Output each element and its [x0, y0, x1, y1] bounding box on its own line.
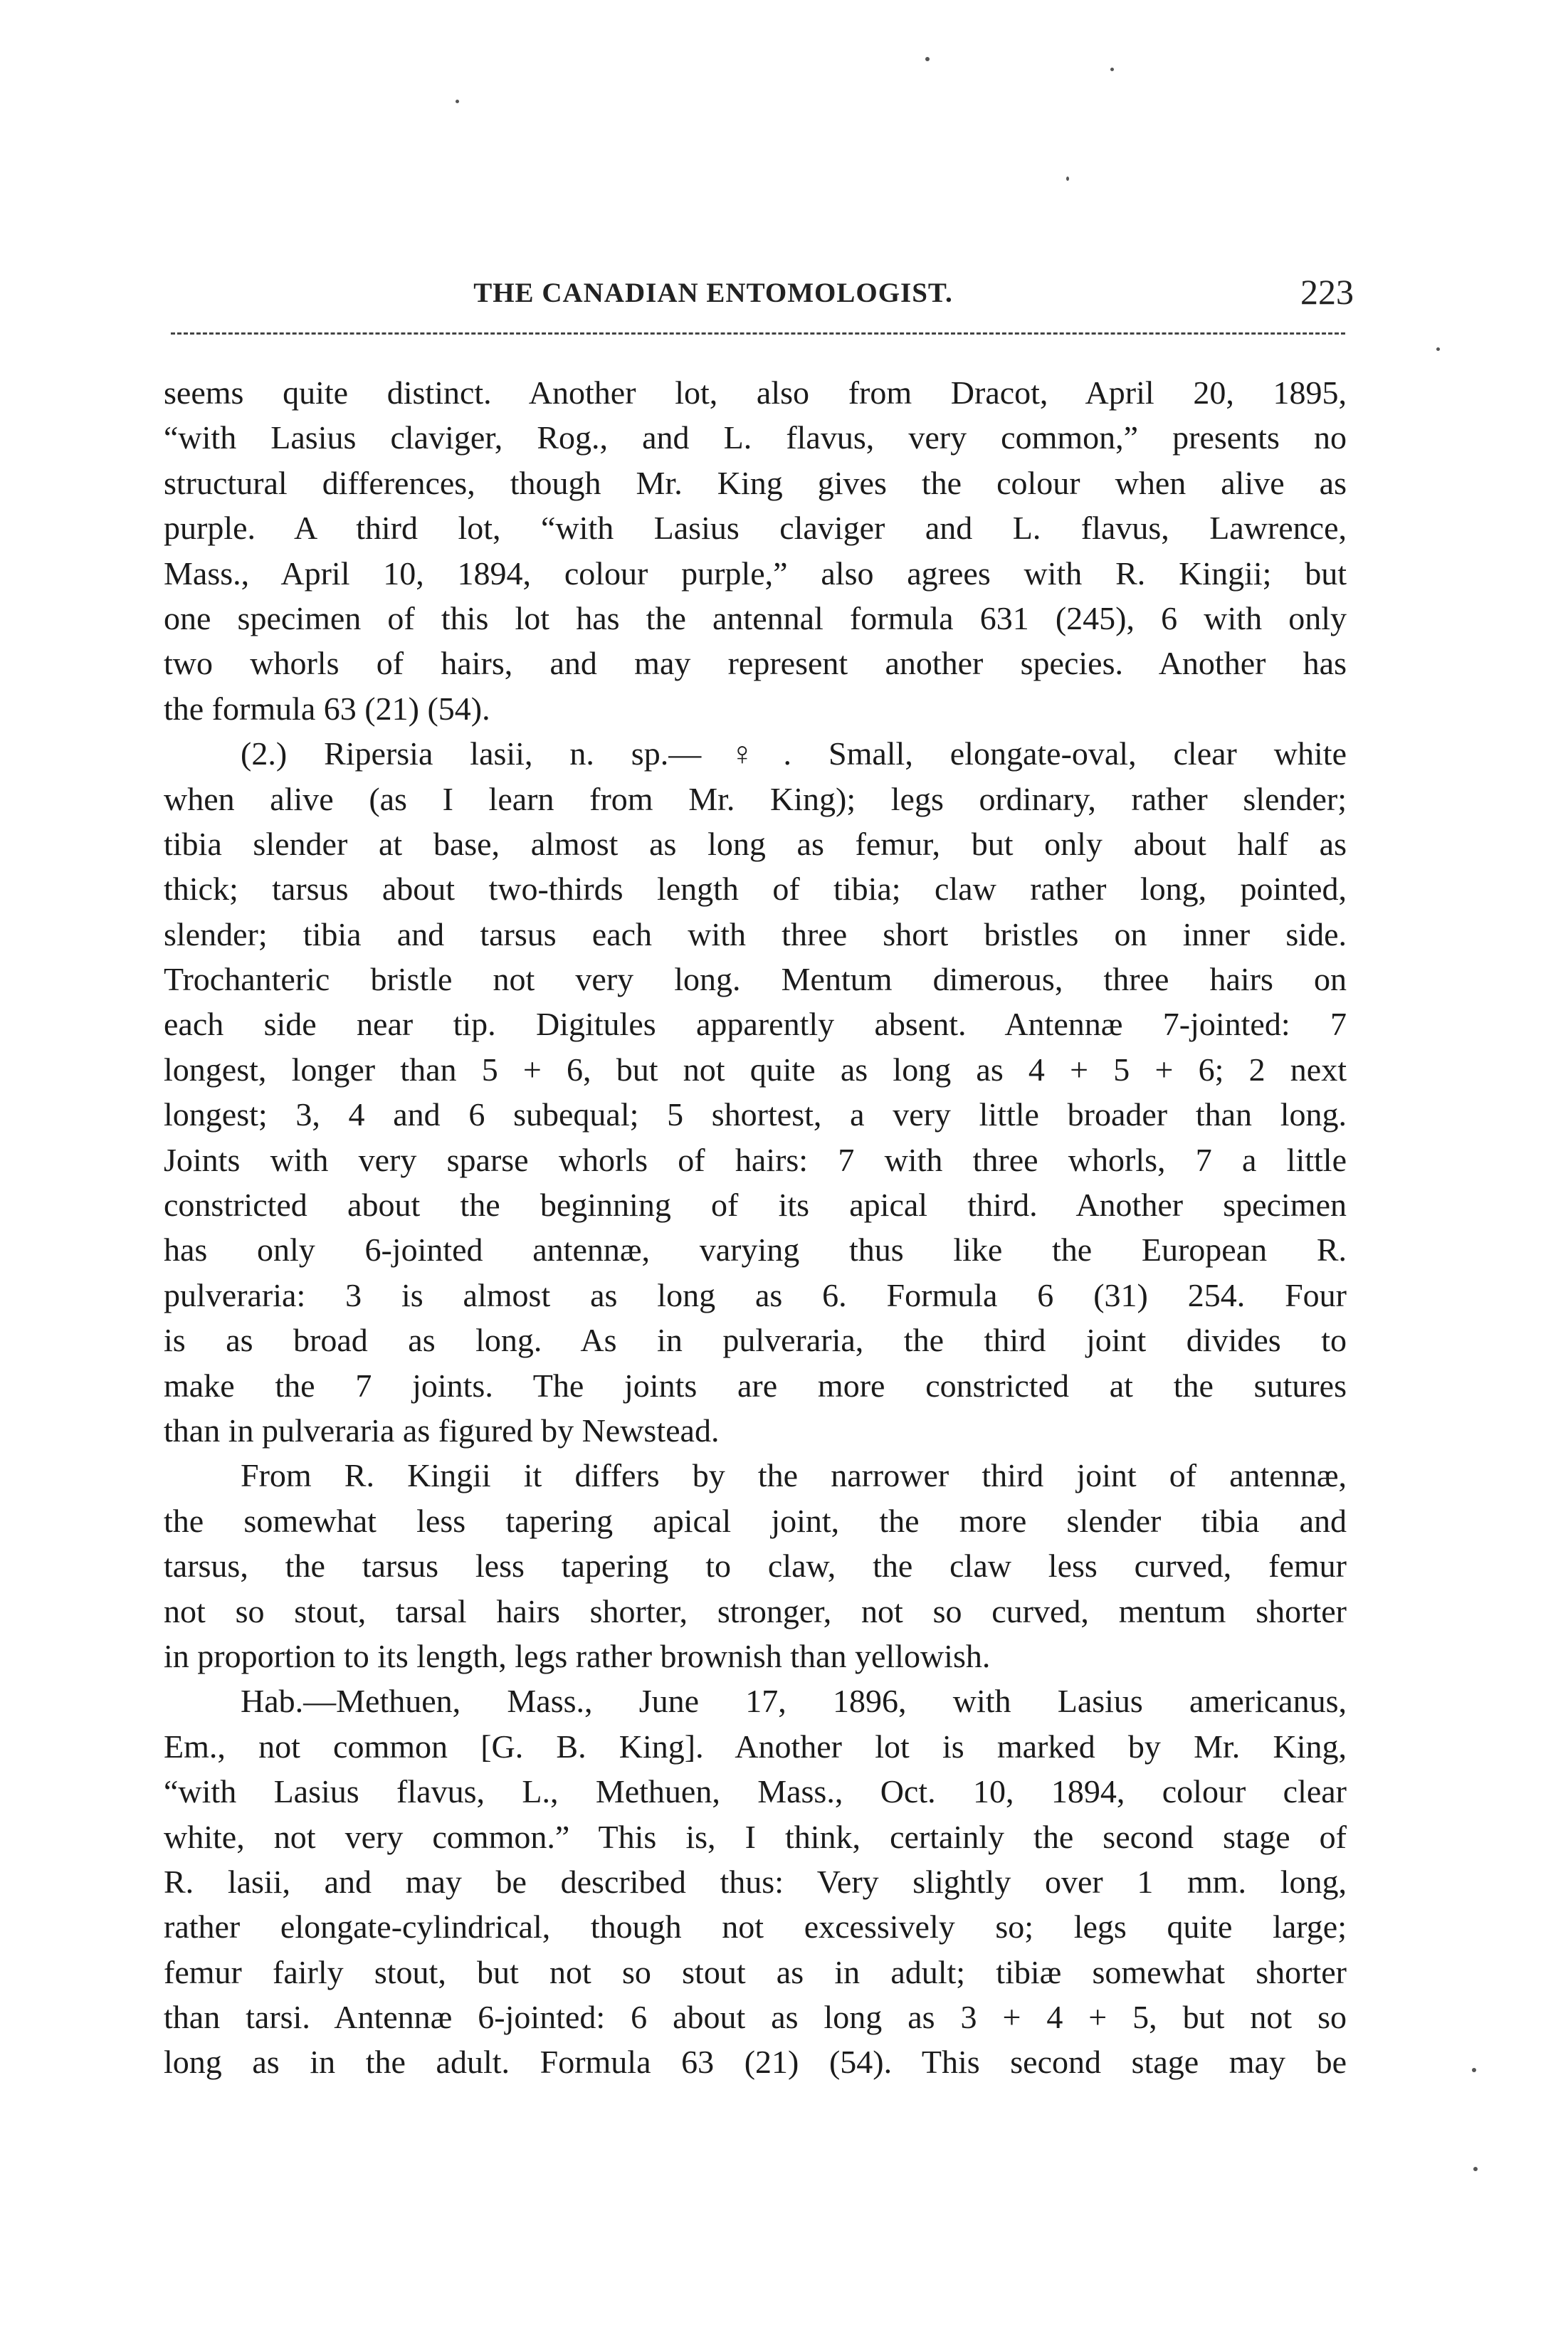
text-line: longest, longer than 5 + 6, but not quite as long as 4 + 5 + 6; 2 next: [164, 1051, 1347, 1088]
text-line: Trochanteric bristle not very long. Mentum dimerous, three hairs on: [164, 961, 1347, 998]
text-line: slender; tibia and tarsus each with three short bristles on inner side.: [164, 915, 1347, 952]
scan-speck: [1436, 347, 1440, 351]
text-line: make the 7 joints. The joints are more constricted at the sutures: [164, 1367, 1347, 1404]
text-line: two whorls of hairs, and may represent another species. Another has: [164, 645, 1347, 682]
text-line: purple. A third lot, “with Lasius claviger and L. flavus, Lawrence,: [164, 510, 1347, 547]
text-line: each side near tip. Digitules apparently absent. Antennæ 7-jointed: 7: [164, 1006, 1347, 1043]
running-title: THE CANADIAN ENTOMOLOGIST.: [473, 278, 953, 308]
text-line: Em., not common [G. B. King]. Another lot is marked by Mr. King,: [164, 1728, 1347, 1765]
text-line: femur fairly stout, but not so stout as in adult; tibiæ somewhat shorter: [164, 1953, 1347, 1990]
text-line: the somewhat less tapering apical joint, the more slender tibia and: [164, 1502, 1347, 1539]
text-line: pulveraria: 3 is almost as long as 6. Formula 6 (31) 254. Four: [164, 1276, 1347, 1313]
text-line: longest; 3, 4 and 6 subequal; 5 shortest, a very little broader than long.: [164, 1096, 1347, 1133]
text-line: in proportion to its length, legs rather brownish than yellowish.: [164, 1637, 991, 1674]
text-line: R. lasii, and may be described thus: Very slightly over 1 mm. long,: [164, 1863, 1347, 1900]
text-line: tibia slender at base, almost as long as femur, but only about half as: [164, 825, 1347, 862]
text-line: “with Lasius claviger, Rog., and L. flavus, very common,” presents no: [164, 419, 1347, 456]
text-line: is as broad as long. As in pulveraria, the third joint divides to: [164, 1322, 1347, 1359]
text-line: From R. Kingii it differs by the narrower third joint of antennæ,: [241, 1457, 1347, 1494]
text-line: constricted about the beginning of its apical third. Another specimen: [164, 1187, 1347, 1224]
header-rule: [171, 332, 1345, 335]
text-line: structural differences, though Mr. King gives the colour when alive as: [164, 464, 1347, 501]
text-line: than in pulveraria as figured by Newstead.: [164, 1412, 720, 1449]
scan-speck: [1472, 2068, 1476, 2072]
text-line: has only 6-jointed antennæ, varying thus like the European R.: [164, 1231, 1347, 1269]
scan-speck: [925, 57, 930, 61]
text-line: long as in the adult. Formula 63 (21) (54). This second stage may be: [164, 2044, 1347, 2081]
scan-speck: [1066, 177, 1069, 181]
text-line: Joints with very sparse whorls of hairs: 7 with three whorls, 7 a little: [164, 1141, 1347, 1178]
text-line: thick; tarsus about two-thirds length of tibia; claw rather long, pointed,: [164, 871, 1347, 908]
scan-speck: [456, 100, 459, 103]
scan-speck: [1473, 2167, 1478, 2171]
text-line: (2.) Ripersia lasii, n. sp.—♀. Small, elongate-oval, clear white: [241, 735, 1347, 772]
text-line: “with Lasius flavus, L., Methuen, Mass., Oct. 10, 1894, colour clear: [164, 1773, 1347, 1810]
text-line: white, not very common.” This is, I think, certainly the second stage of: [164, 1818, 1347, 1855]
scan-speck: [1110, 68, 1114, 71]
text-line: Hab.—Methuen, Mass., June 17, 1896, with Lasius americanus,: [241, 1683, 1347, 1720]
text-line: the formula 63 (21) (54).: [164, 690, 490, 727]
text-line: than tarsi. Antennæ 6-jointed: 6 about as long as 3 + 4 + 5, but not so: [164, 1999, 1347, 2036]
text-line: one specimen of this lot has the antennal formula 631 (245), 6 with only: [164, 599, 1347, 636]
text-line: not so stout, tarsal hairs shorter, stronger, not so curved, mentum shorter: [164, 1592, 1347, 1629]
text-line: when alive (as I learn from Mr. King); legs ordinary, rather slender;: [164, 780, 1347, 817]
text-line: rather elongate-cylindrical, though not excessively so; legs quite large;: [164, 1908, 1347, 1945]
text-line: tarsus, the tarsus less tapering to claw, the claw less curved, femur: [164, 1548, 1347, 1585]
page-number: 223: [1300, 272, 1354, 312]
page-header: [165, 271, 1361, 315]
text-line: seems quite distinct. Another lot, also from Dracot, April 20, 1895,: [164, 374, 1347, 411]
text-line: Mass., April 10, 1894, colour purple,” also agrees with R. Kingii; but: [164, 555, 1347, 592]
body-text: [164, 370, 1347, 2085]
